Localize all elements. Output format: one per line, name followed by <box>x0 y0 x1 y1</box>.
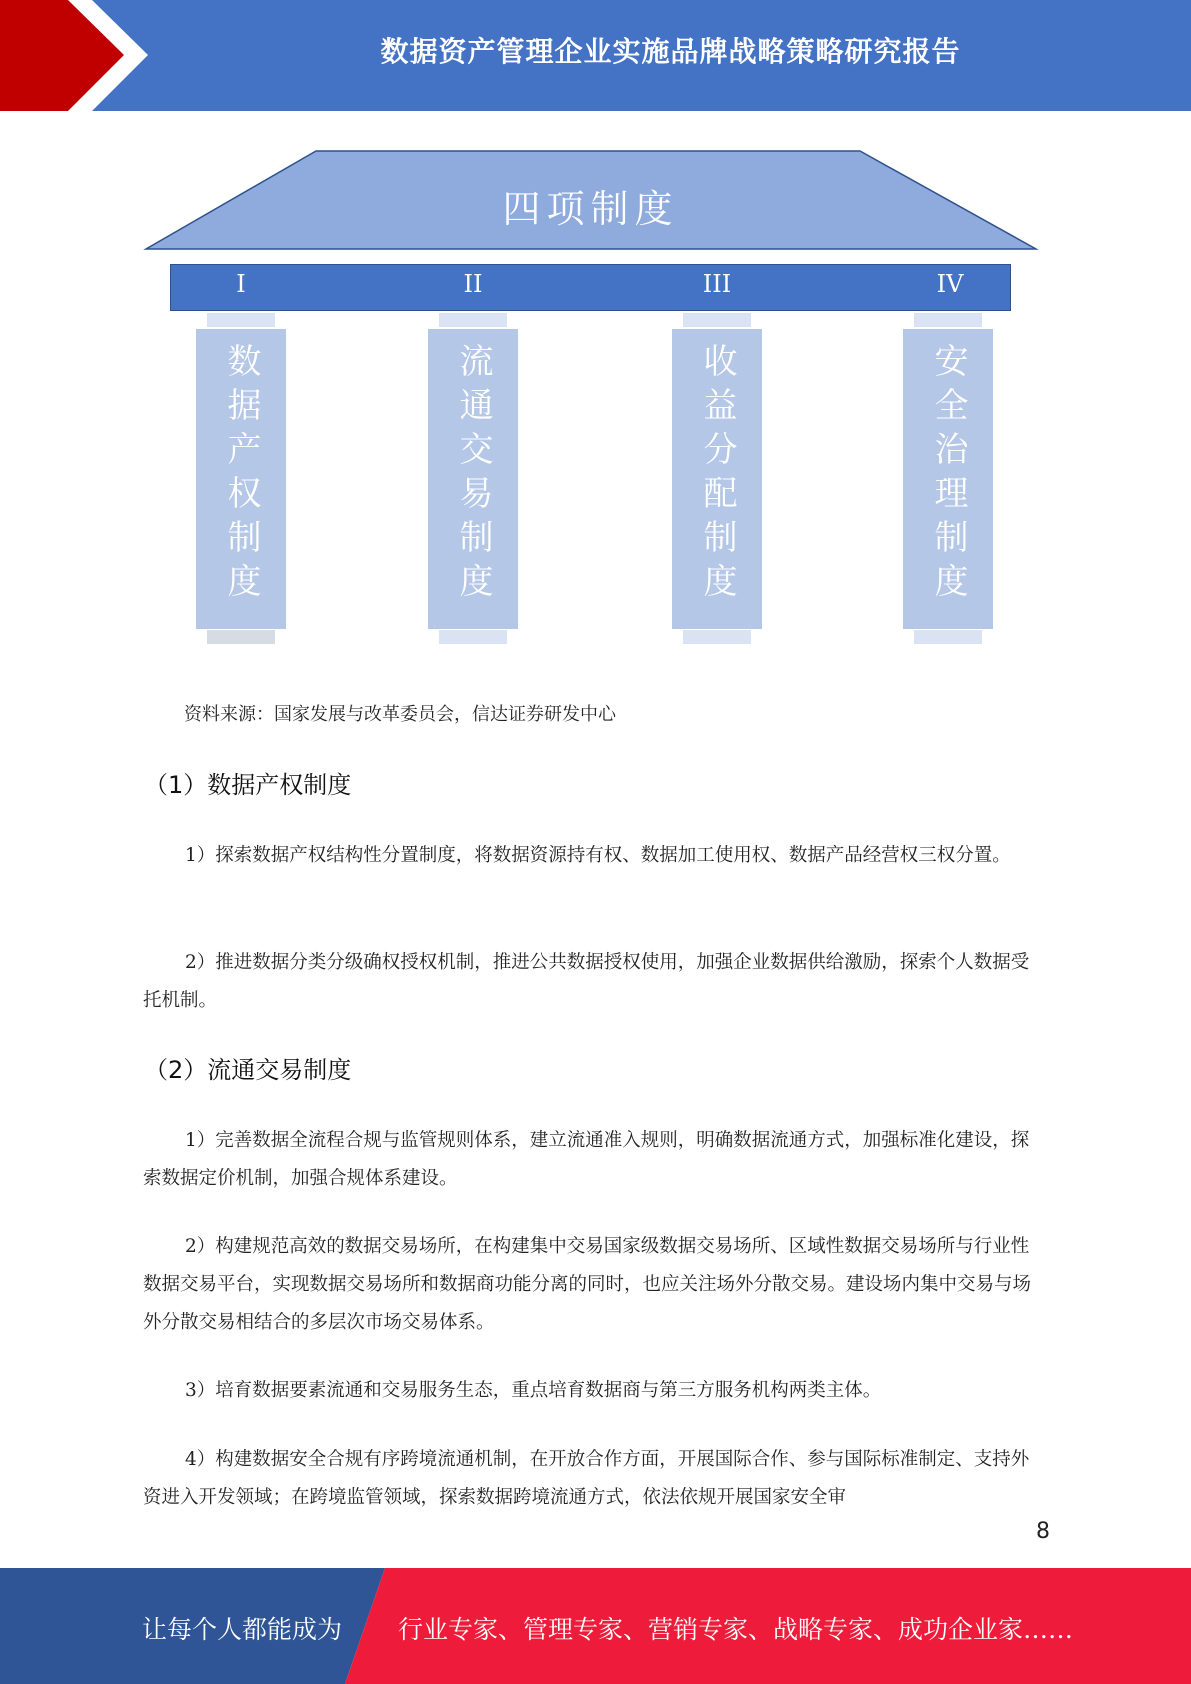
pillar-base <box>207 630 275 644</box>
paragraph: 2）构建规范高效的数据交易场所，在构建集中交易国家级数据交易场所、区域性数据交易场所与行业性数据交易平台，实现数据交易场所和数据商功能分离的同时，也应关注场外分散交易。建设场内集中交易与场外分散交易相结合的多层次市场交易体系。 <box>143 1236 1032 1333</box>
pillar-label: 流通交易制度 <box>453 343 493 607</box>
paragraph: 3）培育数据要素流通和交易服务生态，重点培育数据商与第三方服务机构两类主体。 <box>185 1380 882 1401</box>
numeral-2: II <box>463 270 483 298</box>
roof-shape <box>0 0 1191 660</box>
footer-slogan-left: 让每个人都能成为 <box>142 1615 343 1644</box>
pillar-circulation-trading <box>428 329 518 629</box>
pillar-top-cap <box>914 313 982 327</box>
paragraph: 1）完善数据全流程合规与监管规则体系，建立流通准入规则，明确数据流通方式，加强标准化建设，探索数据定价机制，加强合规体系建设。 <box>143 1130 1030 1189</box>
pillar-base <box>914 630 982 644</box>
paragraph: 1）探索数据产权结构性分置制度，将数据资源持有权、数据加工使用权、数据产品经营权三权分置。 <box>185 845 1011 866</box>
paragraph: 2）推进数据分类分级确权授权机制，推进公共数据授权使用，加强企业数据供给激励，探索个人数据受托机制。 <box>143 952 1030 1011</box>
page-number: 8 <box>1036 1519 1050 1544</box>
report-title: 数据资产管理企业实施品牌战略策略研究报告 <box>380 35 961 68</box>
paragraph: 4）构建数据安全合规有序跨境流通机制，在开放合作方面，开展国际合作、参与国际标准制定、支持外资进入开发领域；在跨境监管领域，探索数据跨境流通方式，依法依规开展国家安全审 <box>143 1449 1030 1508</box>
pillar-top-cap <box>207 313 275 327</box>
pillar-security-governance <box>903 329 993 629</box>
numeral-1: I <box>236 270 246 298</box>
figure-source: 资料来源：国家发展与改革委员会，信达证券研发中心 <box>184 704 616 725</box>
pillar-top-cap <box>683 313 751 327</box>
section-heading-property-rights: （1）数据产权制度 <box>144 771 352 799</box>
pillar-revenue-distribution <box>672 329 762 629</box>
pillar-base <box>683 630 751 644</box>
four-systems-diagram <box>0 0 1191 660</box>
numeral-4: IV <box>936 270 964 298</box>
roof-label: 四项制度 <box>502 187 679 231</box>
beam <box>170 264 1011 311</box>
numeral-3: III <box>702 270 732 298</box>
section-heading-circulation-trading: （2）流通交易制度 <box>144 1056 352 1084</box>
pillar-property-rights <box>196 329 286 629</box>
footer-slogan-right: 行业专家、管理专家、营销专家、战略专家、成功企业家…… <box>398 1615 1074 1644</box>
pillar-base <box>439 630 507 644</box>
pillar-label: 数据产权制度 <box>221 343 261 607</box>
pillar-top-cap <box>439 313 507 327</box>
pillar-label: 收益分配制度 <box>697 343 737 607</box>
pillar-label: 安全治理制度 <box>928 343 968 607</box>
